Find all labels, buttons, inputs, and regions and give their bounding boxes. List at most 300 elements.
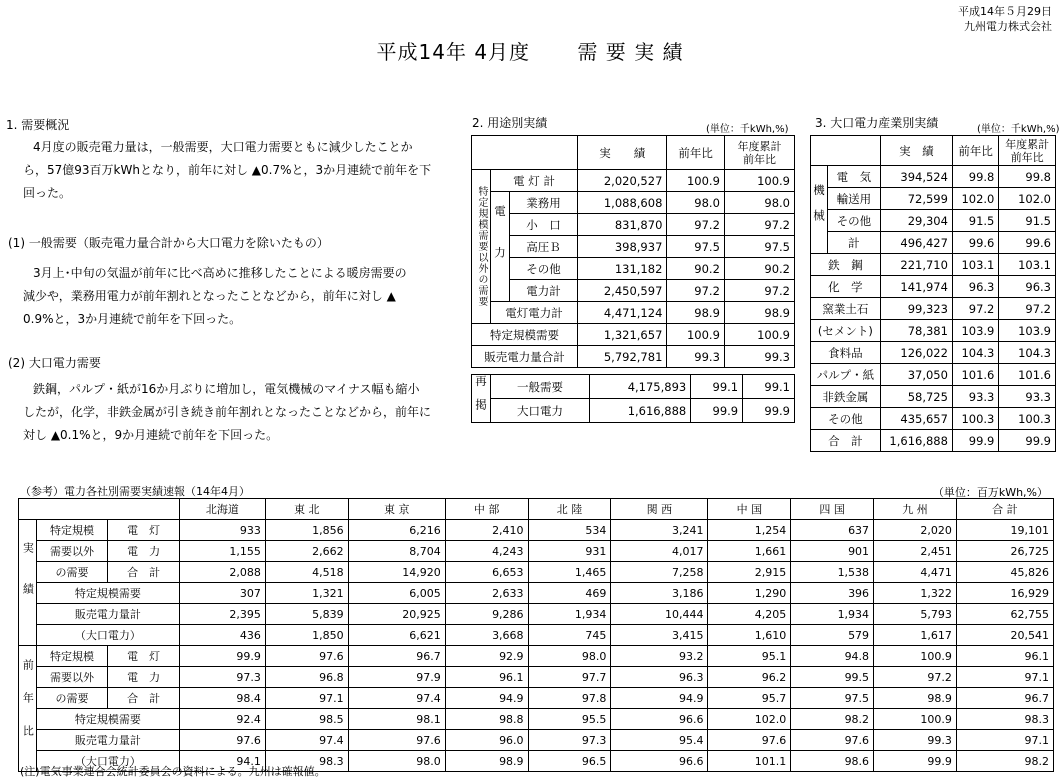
group-label: の需要 <box>36 562 108 583</box>
row-label: 非鉄金属 <box>811 386 881 408</box>
cell-yoy: 99.1 <box>691 375 743 399</box>
table-row <box>19 625 1054 646</box>
row-label: 電 灯 計 <box>491 170 578 192</box>
table-row <box>811 386 1056 408</box>
overview-para2 <box>23 262 453 331</box>
table-header-row <box>811 136 1056 166</box>
cell-value: 98.0 <box>528 646 611 667</box>
para-line: 4月度の販売電力量は，一般需要，大口電力需要ともに減少したことか <box>33 140 413 154</box>
col-yoy: 前年比 <box>667 136 725 170</box>
row-label: 合 計 <box>811 430 881 452</box>
row-label: 特定規模需要 <box>36 583 179 604</box>
cell-cum: 97.5 <box>724 236 794 258</box>
cell-yoy: 90.2 <box>667 258 725 280</box>
cell-value: 98.2 <box>956 751 1053 772</box>
table-row <box>472 302 795 324</box>
row-label: 輸送用 <box>828 188 881 210</box>
para-line: 減少や，業務用電力が前年割れとなったことなどから，前年に対し ▲ <box>23 289 396 303</box>
company-name: 九州電力株式会社 <box>964 20 1052 33</box>
large-demand-heading: (2) 大口電力需要 <box>8 356 101 370</box>
table-row <box>811 298 1056 320</box>
cell-value: 4,471,124 <box>578 302 667 324</box>
cell-value: 126,022 <box>880 342 952 364</box>
cell-value: 97.1 <box>956 730 1053 751</box>
row-label: 計 <box>828 232 881 254</box>
cell-value: 101.1 <box>708 751 791 772</box>
row-label: 電 力 <box>108 667 180 688</box>
cell-value: 97.4 <box>348 688 445 709</box>
cell-value: 99.3 <box>874 730 957 751</box>
cell-cum: 100.3 <box>999 408 1056 430</box>
cell-value: 97.8 <box>528 688 611 709</box>
cell-value: 98.4 <box>180 688 266 709</box>
para-line: したが，化学，非鉄金属が引き続き前年割れとなったことなどから，前年に <box>23 405 432 419</box>
cell-value: 435,657 <box>880 408 952 430</box>
row-label: 合 計 <box>108 562 180 583</box>
overview-para3 <box>23 378 453 447</box>
cell-yoy: 97.5 <box>667 236 725 258</box>
cell-value: 14,920 <box>348 562 445 583</box>
cell-yoy: 93.3 <box>952 386 998 408</box>
cell-value: 6,653 <box>445 562 528 583</box>
row-label: パルプ・紙 <box>811 364 881 386</box>
table-header-row <box>472 136 795 170</box>
industry-unit: (単位：千kWh,%) <box>977 124 1060 135</box>
cell-value: 95.5 <box>528 709 611 730</box>
cell-value: 96.6 <box>611 751 708 772</box>
group-label: 特定規模 <box>36 520 108 541</box>
cell-value: 1,934 <box>791 604 874 625</box>
blank-cell <box>472 136 578 170</box>
cell-value: 78,381 <box>880 320 952 342</box>
cell-value: 398,937 <box>578 236 667 258</box>
table-row <box>19 562 1054 583</box>
col-cumulative: 年度累計 前年比 <box>724 136 794 170</box>
row-label: 電 灯 <box>108 520 180 541</box>
cell-yoy: 96.3 <box>952 276 998 298</box>
cell-cum: 104.3 <box>999 342 1056 364</box>
col-company: 中 部 <box>445 499 528 520</box>
cell-value: 3,415 <box>611 625 708 646</box>
cell-value: 97.6 <box>708 730 791 751</box>
cell-value: 16,929 <box>956 583 1053 604</box>
cell-value: 72,599 <box>880 188 952 210</box>
cell-value: 1,616,888 <box>880 430 952 452</box>
col-company: 合 計 <box>956 499 1053 520</box>
cell-value: 1,934 <box>528 604 611 625</box>
cell-cum: 100.9 <box>724 324 794 346</box>
row-label: 電灯電力計 <box>491 302 578 324</box>
row-label: 食料品 <box>811 342 881 364</box>
cell-yoy: 99.8 <box>952 166 998 188</box>
table-row <box>472 258 795 280</box>
cell-value: 4,017 <box>611 541 708 562</box>
cell-value: 5,839 <box>265 604 348 625</box>
cell-yoy: 98.9 <box>667 302 725 324</box>
cell-value: 96.2 <box>708 667 791 688</box>
cell-value: 96.0 <box>445 730 528 751</box>
usage-unit: (単位：千kWh,%) <box>706 124 789 135</box>
cell-value: 20,541 <box>956 625 1053 646</box>
cell-value: 93.2 <box>611 646 708 667</box>
report-date: 平成14年５月29日 <box>958 5 1052 18</box>
cell-value: 99.5 <box>791 667 874 688</box>
cell-value: 3,668 <box>445 625 528 646</box>
col-yoy: 前年比 <box>952 136 998 166</box>
group-label: 特定規模需要以外の需要 <box>472 170 491 324</box>
cell-value: 3,186 <box>611 583 708 604</box>
repost-table <box>471 374 795 423</box>
table-row <box>811 166 1056 188</box>
cell-value: 221,710 <box>880 254 952 276</box>
group-label: 特定規模 <box>36 646 108 667</box>
cell-value: 1,610 <box>708 625 791 646</box>
ratio-label: 前年比 <box>19 646 37 772</box>
row-label: 合 計 <box>108 688 180 709</box>
cell-value: 102.0 <box>708 709 791 730</box>
cell-value: 97.3 <box>180 667 266 688</box>
actual-label: 実績 <box>19 520 37 646</box>
cell-yoy: 100.9 <box>667 324 725 346</box>
row-label: （大口電力） <box>36 751 179 772</box>
table-row <box>19 646 1054 667</box>
cell-value: 100.9 <box>874 709 957 730</box>
row-label: （大口電力） <box>36 625 179 646</box>
cell-yoy: 97.2 <box>667 280 725 302</box>
cell-value: 20,925 <box>348 604 445 625</box>
cell-value: 1,088,608 <box>578 192 667 214</box>
table-row <box>811 210 1056 232</box>
cell-value: 97.6 <box>348 730 445 751</box>
cell-cum: 97.2 <box>999 298 1056 320</box>
cell-value: 96.1 <box>445 667 528 688</box>
cell-value: 97.6 <box>180 730 266 751</box>
cell-value: 534 <box>528 520 611 541</box>
machine-label: 機械 <box>811 166 828 254</box>
cell-cum: 100.9 <box>724 170 794 192</box>
cell-value: 831,870 <box>578 214 667 236</box>
cell-value: 436 <box>180 625 266 646</box>
row-label: 大口電力 <box>491 399 590 423</box>
table-row <box>472 170 795 192</box>
cell-value: 469 <box>528 583 611 604</box>
cell-value: 307 <box>180 583 266 604</box>
col-company: 東 北 <box>265 499 348 520</box>
row-label: 業務用 <box>510 192 578 214</box>
row-label: 特定規模需要 <box>472 324 578 346</box>
table-row <box>811 188 1056 210</box>
companies-table <box>18 498 1054 772</box>
cell-value: 96.5 <box>528 751 611 772</box>
cell-cum: 103.1 <box>999 254 1056 276</box>
cell-value: 45,826 <box>956 562 1053 583</box>
cell-value: 99,323 <box>880 298 952 320</box>
cell-yoy: 91.5 <box>952 210 998 232</box>
cell-value: 637 <box>791 520 874 541</box>
cell-value: 99.9 <box>874 751 957 772</box>
cell-value: 2,915 <box>708 562 791 583</box>
companies-unit: （単位：百万kWh,%） <box>932 486 1048 499</box>
para-line: 0.9%と，3か月連続で前年を下回った。 <box>23 312 242 326</box>
cell-value: 933 <box>180 520 266 541</box>
row-label: 鉄 鋼 <box>811 254 881 276</box>
row-label: 一般需要 <box>491 375 590 399</box>
cell-value: 98.1 <box>348 709 445 730</box>
cell-value: 98.3 <box>265 751 348 772</box>
cell-value: 579 <box>791 625 874 646</box>
cell-value: 94.9 <box>445 688 528 709</box>
cell-cum: 91.5 <box>999 210 1056 232</box>
cell-value: 1,321,657 <box>578 324 667 346</box>
cell-value: 92.9 <box>445 646 528 667</box>
cell-value: 931 <box>528 541 611 562</box>
cell-cum: 90.2 <box>724 258 794 280</box>
table-row <box>472 280 795 302</box>
row-label: その他 <box>510 258 578 280</box>
table-row <box>19 520 1054 541</box>
general-demand-heading: (1) 一般需要（販売電力量合計から大口電力を除いたもの） <box>8 236 329 250</box>
cell-cum: 99.9 <box>743 399 795 423</box>
cell-value: 2,451 <box>874 541 957 562</box>
cell-value: 1,538 <box>791 562 874 583</box>
col-actual: 実 績 <box>578 136 667 170</box>
footnote: (注)電気事業連合会統計委員会の資料による。九州は確報値。 <box>20 765 326 778</box>
row-label: (セメント) <box>811 320 881 342</box>
cell-cum: 97.2 <box>724 214 794 236</box>
cell-value: 2,088 <box>180 562 266 583</box>
cell-value: 1,617 <box>874 625 957 646</box>
cell-value: 5,793 <box>874 604 957 625</box>
cell-value: 496,427 <box>880 232 952 254</box>
cell-value: 131,182 <box>578 258 667 280</box>
cell-value: 1,254 <box>708 520 791 541</box>
group-label: 需要以外 <box>36 541 108 562</box>
companies-heading: （参考）電力各社別需要実績速報（14年4月） <box>20 485 250 498</box>
group-label: 需要以外 <box>36 667 108 688</box>
cell-value: 97.4 <box>265 730 348 751</box>
cell-value: 396 <box>791 583 874 604</box>
cell-value: 2,020,527 <box>578 170 667 192</box>
cell-value: 1,290 <box>708 583 791 604</box>
cell-value: 4,243 <box>445 541 528 562</box>
cell-value: 96.7 <box>348 646 445 667</box>
row-label: その他 <box>828 210 881 232</box>
cell-yoy: 97.2 <box>667 214 725 236</box>
cell-value: 4,205 <box>708 604 791 625</box>
cell-value: 1,661 <box>708 541 791 562</box>
cell-value: 37,050 <box>880 364 952 386</box>
header-info <box>958 4 1052 34</box>
cell-cum: 99.6 <box>999 232 1056 254</box>
row-label: 電 力 <box>108 541 180 562</box>
table-row <box>472 375 795 399</box>
cell-value: 394,524 <box>880 166 952 188</box>
row-label: 電 灯 <box>108 646 180 667</box>
cell-cum: 101.6 <box>999 364 1056 386</box>
cell-yoy: 98.0 <box>667 192 725 214</box>
cell-value: 95.4 <box>611 730 708 751</box>
cell-yoy: 100.9 <box>667 170 725 192</box>
cell-yoy: 104.3 <box>952 342 998 364</box>
table-row <box>811 408 1056 430</box>
col-company: 北 陸 <box>528 499 611 520</box>
table-row <box>811 232 1056 254</box>
para-line: 鉄鋼，パルプ・紙が16か月ぶりに増加し，電気機械のマイナス幅も縮小 <box>33 382 420 396</box>
row-label: 小 口 <box>510 214 578 236</box>
col-company: 中 国 <box>708 499 791 520</box>
col-cumulative: 年度累計 前年比 <box>999 136 1056 166</box>
cell-value: 26,725 <box>956 541 1053 562</box>
table-row <box>472 236 795 258</box>
cell-value: 98.8 <box>445 709 528 730</box>
cell-yoy: 99.3 <box>667 346 725 368</box>
cell-value: 745 <box>528 625 611 646</box>
table-row <box>472 324 795 346</box>
cell-value: 58,725 <box>880 386 952 408</box>
cell-value: 98.3 <box>956 709 1053 730</box>
cell-yoy: 99.9 <box>952 430 998 452</box>
row-label: 特定規模需要 <box>36 709 179 730</box>
cell-value: 2,410 <box>445 520 528 541</box>
usage-table <box>471 135 795 368</box>
cell-value: 901 <box>791 541 874 562</box>
cell-value: 6,216 <box>348 520 445 541</box>
table-row <box>19 709 1054 730</box>
table-row <box>811 342 1056 364</box>
table-row <box>19 604 1054 625</box>
overview-heading: 1. 需要概況 <box>6 118 70 132</box>
cell-yoy: 103.9 <box>952 320 998 342</box>
industry-table <box>810 135 1056 452</box>
cell-yoy: 101.6 <box>952 364 998 386</box>
cell-value: 4,175,893 <box>590 375 691 399</box>
cell-value: 94.8 <box>791 646 874 667</box>
cell-value: 1,322 <box>874 583 957 604</box>
title-text: 需 要 実 績 <box>577 40 684 64</box>
table-row <box>19 730 1054 751</box>
cell-yoy: 99.6 <box>952 232 998 254</box>
cell-value: 97.6 <box>265 646 348 667</box>
cell-cum: 99.1 <box>743 375 795 399</box>
col-actual: 実 績 <box>880 136 952 166</box>
cell-value: 1,465 <box>528 562 611 583</box>
industry-heading: 3. 大口電力産業別実績 <box>815 116 939 130</box>
cell-value: 99.9 <box>180 646 266 667</box>
cell-cum: 96.3 <box>999 276 1056 298</box>
table-row <box>19 541 1054 562</box>
cell-value: 97.7 <box>528 667 611 688</box>
table-row <box>472 346 795 368</box>
row-label: その他 <box>811 408 881 430</box>
repost-label: 再掲 <box>472 375 491 423</box>
cell-value: 5,792,781 <box>578 346 667 368</box>
cell-value: 94.1 <box>180 751 266 772</box>
col-company: 九 州 <box>874 499 957 520</box>
cell-value: 2,662 <box>265 541 348 562</box>
cell-value: 96.6 <box>611 709 708 730</box>
blank-cell <box>19 499 180 520</box>
row-label: 販売電力量計 <box>36 604 179 625</box>
para-line: 3月上･中旬の気温が前年に比べ高めに推移したことによる暖房需要の <box>33 266 407 280</box>
table-header-row <box>19 499 1054 520</box>
cell-cum: 98.0 <box>724 192 794 214</box>
cell-cum: 99.3 <box>724 346 794 368</box>
cell-cum: 103.9 <box>999 320 1056 342</box>
title-period: 平成14年 4月度 <box>376 40 531 64</box>
cell-value: 98.2 <box>791 709 874 730</box>
cell-cum: 98.9 <box>724 302 794 324</box>
cell-value: 2,450,597 <box>578 280 667 302</box>
cell-value: 97.2 <box>874 667 957 688</box>
row-label: 化 学 <box>811 276 881 298</box>
cell-value: 10,444 <box>611 604 708 625</box>
cell-value: 97.1 <box>956 667 1053 688</box>
overview-para1 <box>23 136 453 205</box>
cell-value: 1,856 <box>265 520 348 541</box>
table-row <box>472 214 795 236</box>
cell-yoy: 103.1 <box>952 254 998 276</box>
cell-value: 62,755 <box>956 604 1053 625</box>
cell-value: 1,616,888 <box>590 399 691 423</box>
table-row <box>19 583 1054 604</box>
row-label: 電力計 <box>510 280 578 302</box>
table-row <box>811 364 1056 386</box>
cell-value: 98.9 <box>874 688 957 709</box>
col-company: 北海道 <box>180 499 266 520</box>
table-row <box>811 320 1056 342</box>
cell-cum: 99.9 <box>999 430 1056 452</box>
cell-cum: 99.8 <box>999 166 1056 188</box>
cell-value: 3,241 <box>611 520 708 541</box>
row-label: 高圧Ｂ <box>510 236 578 258</box>
col-company: 東 京 <box>348 499 445 520</box>
cell-value: 96.1 <box>956 646 1053 667</box>
cell-yoy: 99.9 <box>691 399 743 423</box>
cell-value: 29,304 <box>880 210 952 232</box>
cell-value: 2,395 <box>180 604 266 625</box>
cell-value: 97.6 <box>791 730 874 751</box>
cell-cum: 102.0 <box>999 188 1056 210</box>
cell-value: 1,155 <box>180 541 266 562</box>
cell-value: 95.7 <box>708 688 791 709</box>
para-line: 回った。 <box>23 186 72 200</box>
cell-value: 6,005 <box>348 583 445 604</box>
cell-value: 19,101 <box>956 520 1053 541</box>
cell-value: 94.9 <box>611 688 708 709</box>
power-label: 電力 <box>491 192 510 302</box>
cell-yoy: 102.0 <box>952 188 998 210</box>
cell-value: 96.7 <box>956 688 1053 709</box>
table-row <box>811 276 1056 298</box>
table-row <box>811 430 1056 452</box>
cell-cum: 97.2 <box>724 280 794 302</box>
cell-value: 100.9 <box>874 646 957 667</box>
row-label: 販売電力量計 <box>36 730 179 751</box>
cell-value: 7,258 <box>611 562 708 583</box>
row-label: 電 気 <box>828 166 881 188</box>
table-row <box>811 254 1056 276</box>
cell-yoy: 100.3 <box>952 408 998 430</box>
cell-value: 97.9 <box>348 667 445 688</box>
cell-value: 92.4 <box>180 709 266 730</box>
col-company: 関 西 <box>611 499 708 520</box>
page-title <box>0 36 1060 65</box>
col-company: 四 国 <box>791 499 874 520</box>
cell-value: 97.3 <box>528 730 611 751</box>
para-line: ら，57億93百万kWhとなり，前年に対し ▲0.7%と，3か月連続で前年を下 <box>23 163 432 177</box>
table-row <box>19 688 1054 709</box>
group-label: の需要 <box>36 688 108 709</box>
